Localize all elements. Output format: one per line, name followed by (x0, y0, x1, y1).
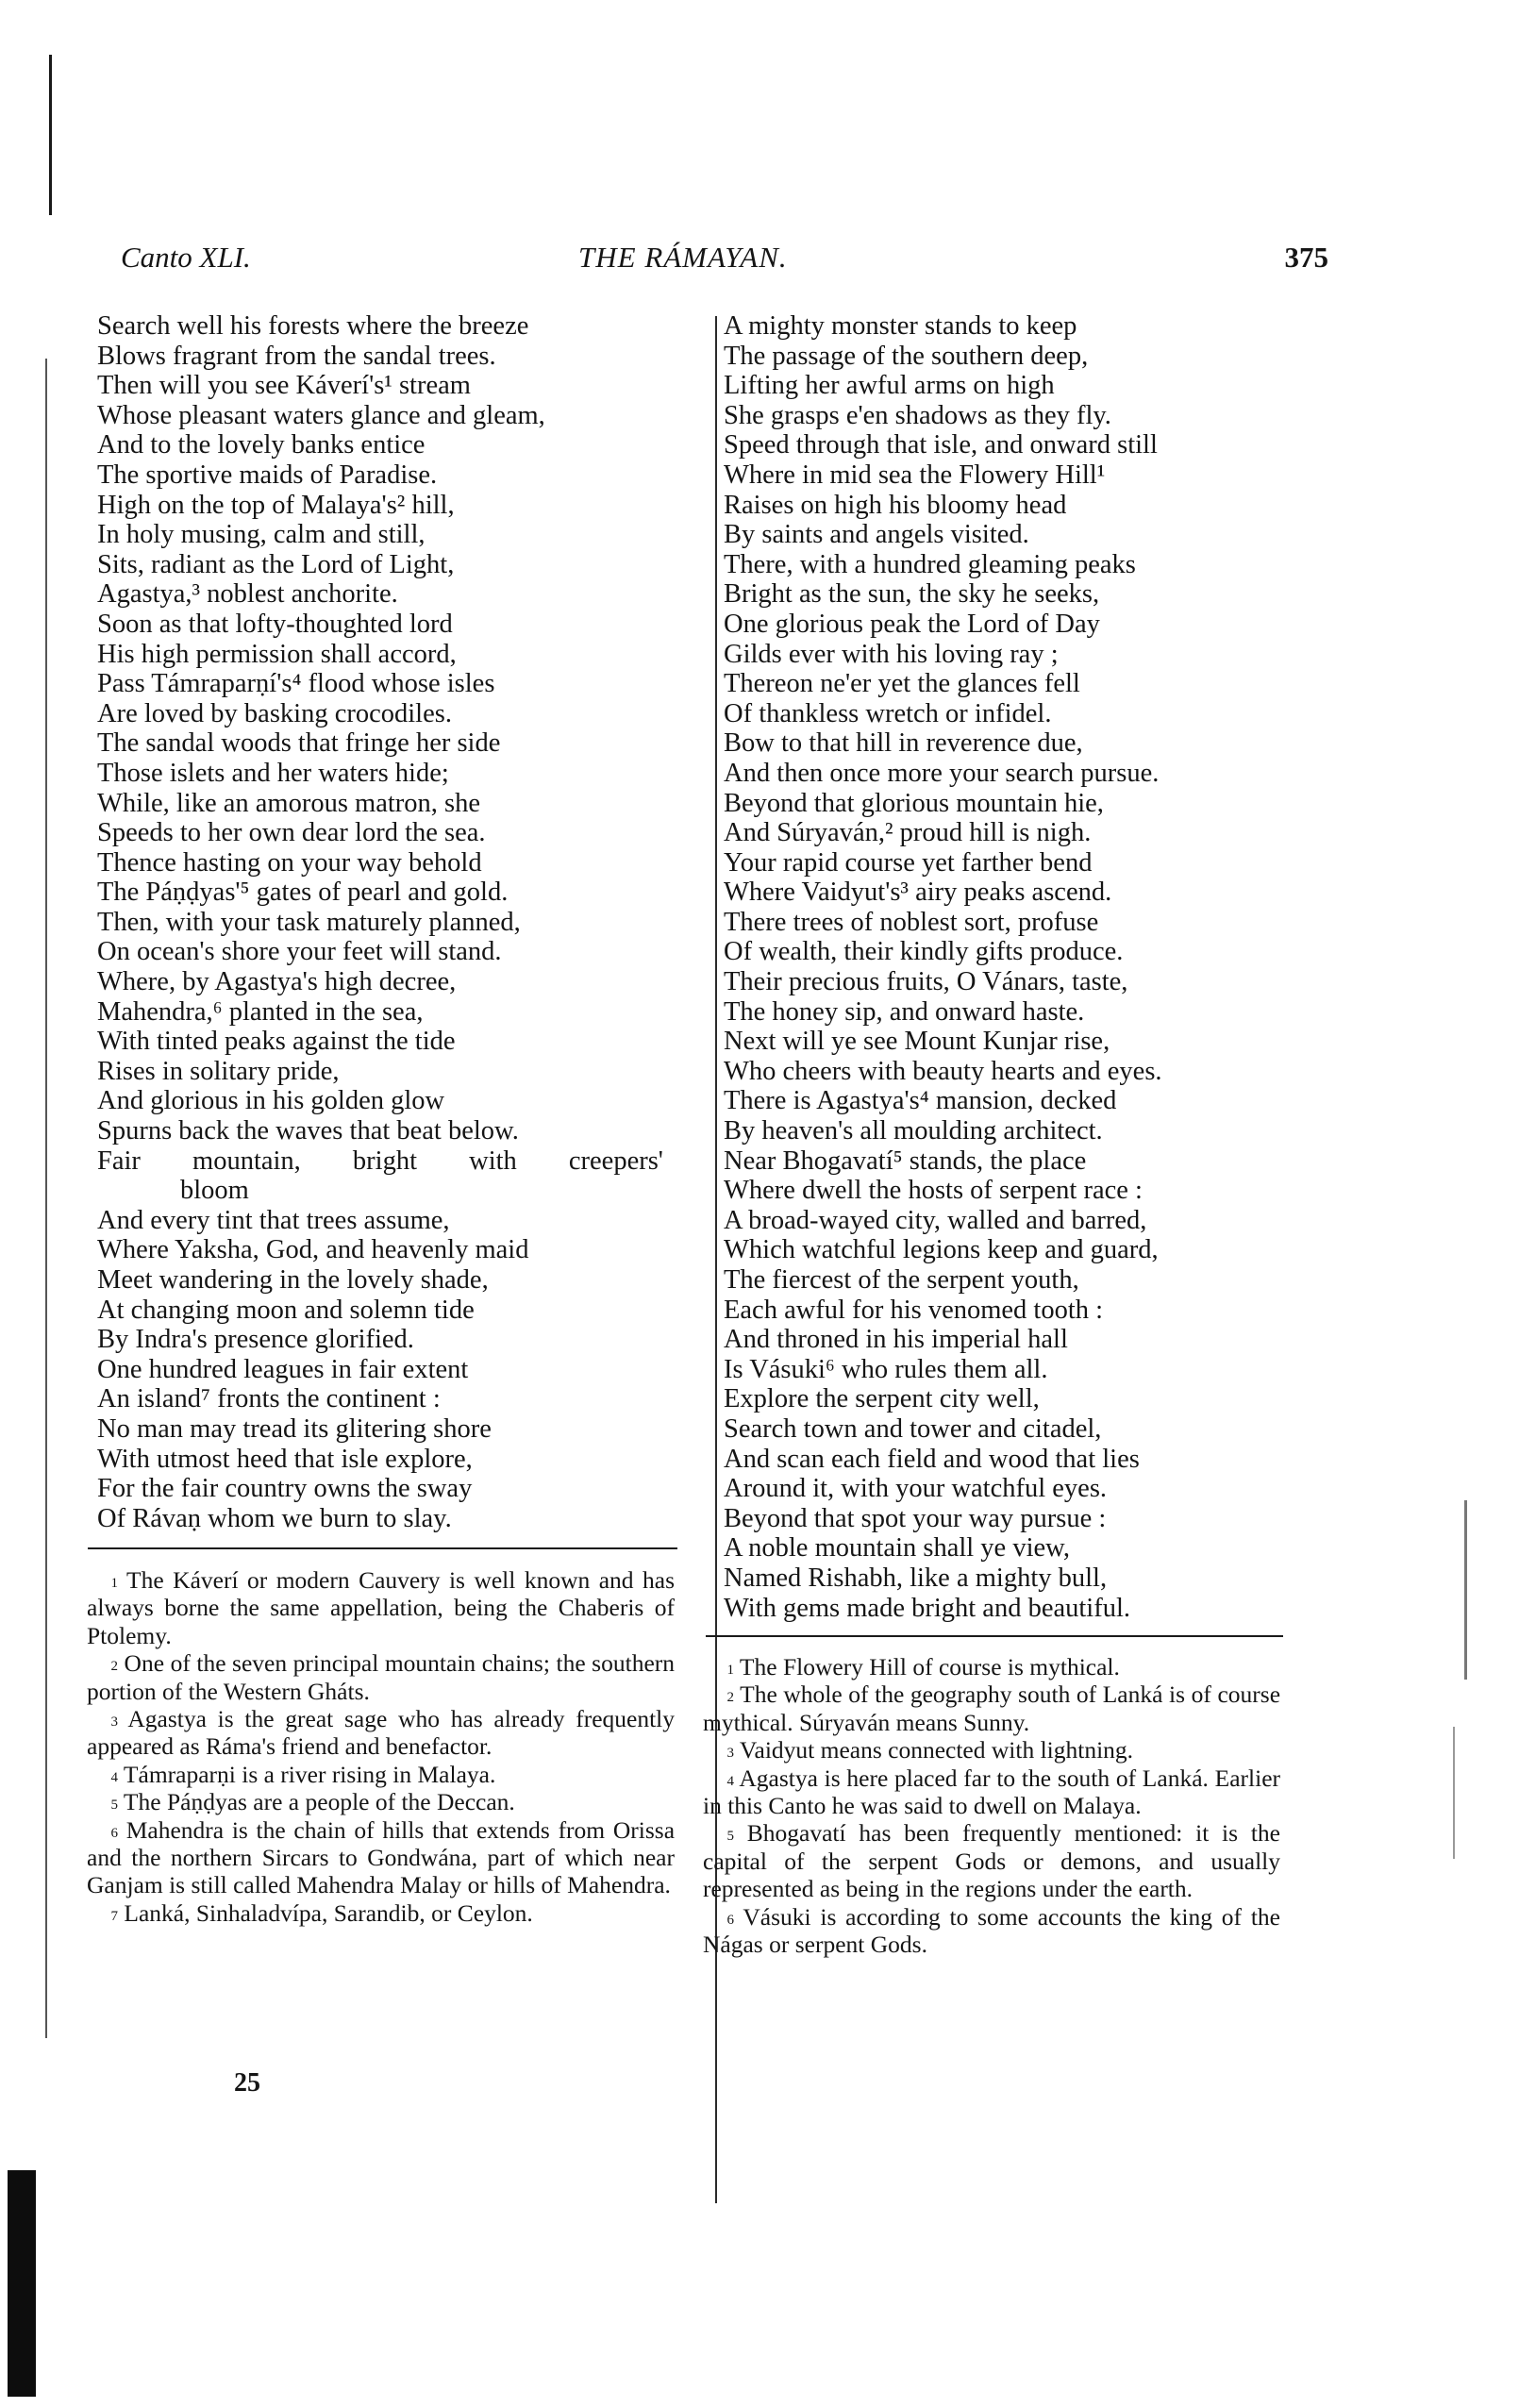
verse-line: Is Vásuki⁶ who rules them all. (724, 1354, 1048, 1384)
footnote (703, 1736, 1280, 1764)
verse-line: Mahendra,⁶ planted in the sea, (97, 996, 424, 1027)
verse-line: At changing moon and solemn tide (97, 1295, 475, 1325)
footnote (87, 1816, 675, 1899)
footnote-text: Támraparṇi is a river rising in Malaya. (123, 1760, 496, 1788)
verse-line: And to the lovely banks entice (97, 430, 426, 460)
verse-line: The fiercest of the serpent youth, (724, 1265, 1079, 1295)
verse-line: Raises on high his bloomy head (724, 490, 1067, 520)
verse-line: And then once more your search pursue. (724, 758, 1160, 788)
verse-line: Blows fragrant from the sandal trees. (97, 341, 496, 371)
scan-margin-mark (49, 55, 52, 215)
verse-column-left (97, 311, 710, 1533)
verse-line: While, like an amorous matron, she (97, 788, 481, 818)
verse-line: By saints and angels visited. (724, 520, 1029, 550)
verse-line: Pass Támraparṇí's⁴ flood whose isles (97, 669, 495, 699)
scan-margin-mark-right (1453, 1727, 1455, 1859)
footnote (87, 1761, 675, 1788)
scan-margin-mark-right (1464, 1500, 1467, 1680)
verse-line: One hundred leagues in fair extent (97, 1354, 469, 1384)
verse-line: Who cheers with beauty hearts and eyes. (724, 1056, 1162, 1086)
verse-line: There, with a hundred gleaming peaks (724, 549, 1136, 579)
footnote-marker: 4 (726, 1773, 734, 1789)
footnote (703, 1764, 1280, 1820)
verse-line: Beyond that spot your way pursue : (724, 1503, 1107, 1533)
footnote-text: Mahendra is the chain of hills that extends from Orissa and the northern Sircars to Gondwána, part of which near Ganjam is still called Mahendra Malay or hills of Mahendra. (87, 1815, 676, 1899)
verse-line: Search town and tower and citadel, (724, 1413, 1102, 1444)
verse-line: Soon as that lofty-thoughted lord (97, 609, 453, 639)
verse-line: Named Rishabh, like a mighty bull, (724, 1563, 1108, 1593)
footnote-marker: 6 (110, 1825, 118, 1841)
verse-line: Thereon ne'er yet the glances fell (724, 669, 1080, 699)
footnote-marker: 2 (726, 1690, 734, 1706)
footnote-text: The Páṇḍyas are a people of the Deccan. (123, 1788, 515, 1816)
verse-line: With tinted peaks against the tide (97, 1027, 456, 1057)
footnote-marker: 2 (110, 1659, 118, 1675)
verse-line: Where, by Agastya's high decree, (97, 967, 457, 997)
footnote-marker: 1 (110, 1576, 118, 1591)
scan-margin-line (45, 359, 47, 2038)
verse-line: Their precious fruits, O Vánars, taste, (724, 967, 1128, 997)
verse-line: Are loved by basking crocodiles. (97, 698, 452, 728)
footnotes-left (87, 1566, 675, 1927)
verse-line: The sportive maids of Paradise. (97, 460, 438, 490)
verse-line: Whose pleasant waters glance and gleam, (97, 400, 545, 430)
book-title: THE RÁMAYAN. (578, 241, 788, 274)
verse-line: Meet wandering in the lovely shade, (97, 1265, 489, 1295)
verse-line: Those islets and her waters hide; (97, 758, 449, 788)
signature-mark: 25 (234, 2068, 260, 2098)
verse-line: Beyond that glorious mountain hie, (724, 788, 1104, 818)
running-header (121, 241, 1328, 286)
verse-line: Which watchful legions keep and guard, (724, 1235, 1159, 1265)
footnote-text: Lanká, Sinhaladvípa, Sarandib, or Ceylon. (124, 1898, 533, 1927)
verse-line: By Indra's presence glorified. (97, 1325, 414, 1355)
verse-line: His high permission shall accord, (97, 639, 457, 669)
verse-line: By heaven's all moulding architect. (724, 1116, 1103, 1146)
verse-line: Each awful for his venomed tooth : (724, 1295, 1104, 1325)
verse-line: Spurns back the waves that beat below. (97, 1116, 519, 1146)
verse-line: Bright as the sun, the sky he seeks, (724, 579, 1100, 610)
verse-line: Your rapid course yet farther bend (724, 847, 1093, 878)
verse-line: Of thankless wretch or infidel. (724, 698, 1052, 728)
scan-edge-shadow (8, 2170, 36, 2397)
verse-line: No man may tread its glitering shore (97, 1413, 492, 1444)
verse-line: Explore the serpent city well, (724, 1384, 1040, 1414)
verse-line: In holy musing, calm and still, (97, 520, 426, 550)
verse-line: Then, with your task maturely planned, (97, 907, 521, 937)
footnote-text: Agastya is here placed far to the south of Lanká. Earlier in this Canto he was said to dwell on Malaya. (703, 1764, 1280, 1820)
verse-line: A broad-wayed city, walled and barred, (724, 1205, 1147, 1235)
verse-line: There trees of noblest sort, profuse (724, 907, 1099, 937)
verse-line: A mighty monster stands to keep (724, 311, 1077, 341)
footnote-marker: 3 (110, 1714, 118, 1731)
footnote (87, 1566, 675, 1649)
footnote-marker: 7 (110, 1908, 118, 1924)
footnote (87, 1649, 675, 1705)
verse-line: There is Agastya's⁴ mansion, decked (724, 1086, 1117, 1116)
verse-line: Where dwell the hosts of serpent race : (724, 1176, 1143, 1206)
verse-line: Sits, radiant as the Lord of Light, (97, 549, 455, 579)
footnote-marker: 6 (726, 1912, 734, 1928)
verse-line: The honey sip, and onward haste. (724, 996, 1085, 1027)
verse-line: Where Yaksha, God, and heavenly maid (97, 1235, 529, 1265)
footnote-marker: 4 (110, 1769, 118, 1785)
footnote-text: The Káverí or modern Cauvery is well known and has always borne the same appellation, being the Chaberis of Ptolemy. (87, 1566, 676, 1649)
footnote (703, 1819, 1280, 1902)
footnote-text: Agastya is the great sage who has already frequently appeared as Ráma's friend and benefactor. (87, 1705, 675, 1761)
verse-line: The Páṇḍyas'⁵ gates of pearl and gold. (97, 878, 509, 908)
footnote (703, 1681, 1280, 1736)
verse-line: With gems made bright and beautiful. (724, 1593, 1130, 1623)
footnote-marker: 3 (726, 1746, 734, 1762)
verse-line: One glorious peak the Lord of Day (724, 609, 1100, 639)
verse-line: Around it, with your watchful eyes. (724, 1474, 1108, 1504)
verse-line: Thence hasting on your way behold (97, 847, 482, 878)
verse-line: Fair mountain, bright with creepers' (97, 1145, 663, 1176)
footnote-marker: 5 (110, 1798, 118, 1814)
footnote-text: The Flowery Hill of course is mythical. (739, 1653, 1120, 1681)
verse-line: She grasps e'en shadows as they fly. (724, 400, 1111, 430)
verse-line: For the fair country owns the sway (97, 1474, 473, 1504)
verse-line: Where Vaidyut's³ airy peaks ascend. (724, 878, 1112, 908)
verse-column-right (724, 311, 1327, 1623)
verse-line: Then will you see Káverí's¹ stream (97, 371, 471, 401)
verse-line: High on the top of Malaya's² hill, (97, 490, 455, 520)
footnote (87, 1788, 675, 1815)
verse-line: Agastya,³ noblest anchorite. (97, 579, 398, 610)
verse-line: Speed through that isle, and onward still (724, 430, 1158, 460)
verse-line: Of Rávaṇ whom we burn to slay. (97, 1503, 452, 1533)
footnote-rule-left (88, 1547, 677, 1549)
footnote-marker: 1 (726, 1663, 734, 1678)
verse-line: And scan each field and wood that lies (724, 1444, 1140, 1474)
verse-line: An island⁷ fronts the continent : (97, 1384, 441, 1414)
verse-line: Search well his forests where the breeze (97, 311, 529, 341)
footnote-rule-right (706, 1635, 1283, 1637)
footnote-text: Vásuki is according to some accounts the king of the Nágas or serpent Gods. (703, 1902, 1280, 1959)
verse-line: The passage of the southern deep, (724, 341, 1089, 371)
verse-line: Speeds to her own dear lord the sea. (97, 818, 486, 848)
verse-line: Rises in solitary pride, (97, 1056, 340, 1086)
canto-label: Canto XLI. (121, 241, 251, 274)
verse-line: Of wealth, their kindly gifts produce. (724, 937, 1124, 967)
verse-line: Gilds ever with his loving ray ; (724, 639, 1059, 669)
footnote-text: Bhogavatí has been frequently mentioned: it is the capital of the serpent Gods or demons, and usually represented as being in the regions under the earth. (703, 1819, 1280, 1903)
verse-line: Bow to that hill in reverence due, (724, 728, 1083, 759)
footnote (87, 1899, 675, 1927)
verse-line: The sandal woods that fringe her side (97, 728, 501, 759)
footnote-marker: 5 (726, 1829, 734, 1845)
verse-line: And glorious in his golden glow (97, 1086, 445, 1116)
verse-line: Lifting her awful arms on high (724, 371, 1055, 401)
footnote (87, 1705, 675, 1761)
page-number: 375 (1284, 241, 1328, 274)
verse-line: And throned in his imperial hall (724, 1325, 1068, 1355)
footnotes-right (703, 1653, 1280, 1958)
footnote (703, 1653, 1280, 1681)
verse-line: And Súryaván,² proud hill is nigh. (724, 818, 1092, 848)
verse-line: On ocean's shore your feet will stand. (97, 937, 502, 967)
verse-line: With utmost heed that isle explore, (97, 1444, 473, 1474)
footnote (703, 1903, 1280, 1959)
verse-line: And every tint that trees assume, (97, 1205, 450, 1235)
footnote-text: Vaidyut means connected with lightning. (739, 1736, 1134, 1764)
verse-line: Where in mid sea the Flowery Hill¹ (724, 460, 1106, 490)
verse-line: A noble mountain shall ye view, (724, 1533, 1071, 1564)
verse-line: Near Bhogavatí⁵ stands, the place (724, 1145, 1087, 1176)
verse-line: bloom (180, 1176, 249, 1206)
footnote-text: The whole of the geography south of Lanká is of course mythical. Súryaván means Sunny. (703, 1681, 1281, 1736)
footnote-text: One of the seven principal mountain chains; the southern portion of the Western Gháts. (87, 1649, 676, 1705)
verse-line: Next will ye see Mount Kunjar rise, (724, 1027, 1110, 1057)
